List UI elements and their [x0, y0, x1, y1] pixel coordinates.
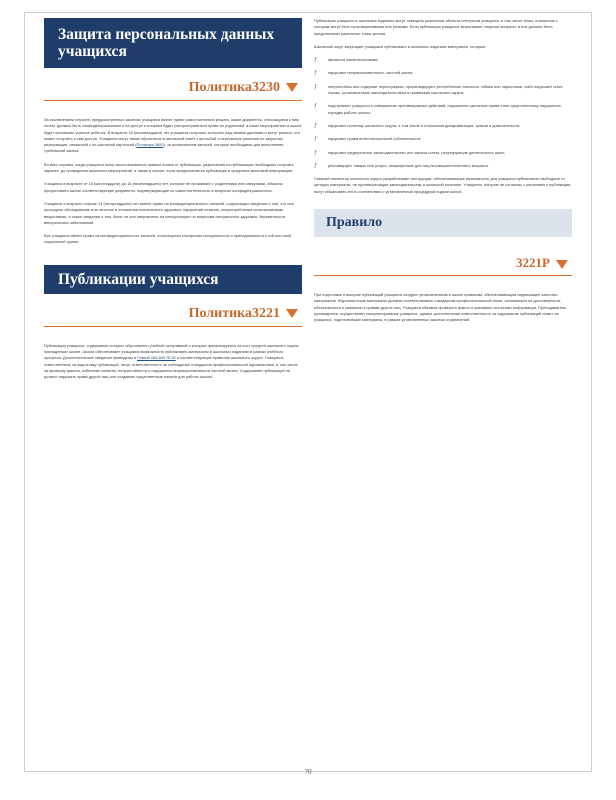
- page-number: 70: [304, 768, 312, 776]
- triangle-down-icon: [286, 309, 298, 318]
- rule-code-label: 3221P: [516, 255, 550, 271]
- paragraph: [44, 343, 302, 381]
- list-item: [314, 163, 572, 169]
- paragraph: [44, 117, 302, 155]
- bullet-icon: ƒ: [314, 149, 317, 156]
- bullet-icon: ƒ: [314, 136, 317, 143]
- list-item: [314, 57, 572, 63]
- bullet-icon: ƒ: [314, 57, 317, 64]
- paragraph: Школьный округ запрещает учащимся публиковать в школьных изданиях материалы, которые:: [314, 43, 487, 49]
- rule-code-3221p: [314, 255, 572, 271]
- rcw-link[interactable]: Главой 28A.600 RCW: [137, 355, 176, 361]
- list-item-text: непристойны или содержат порнографию, пропагандируют употребление алкоголя, табака или наркотиков, либо нарушают иные нормы, установленные законодательством и правилами школьного округа;: [328, 83, 563, 96]
- divider: [44, 100, 302, 101]
- divider: [44, 326, 302, 327]
- paragraph-text: ), за исключением записей, которые необходимы для выполнения требований закона.: [44, 142, 284, 154]
- section-title-publications: Публикации учащихся: [44, 265, 302, 294]
- triangle-down-icon: [556, 260, 568, 269]
- bullet-icon: ƒ: [314, 122, 317, 129]
- list-item: [314, 70, 572, 76]
- list-item: [314, 84, 572, 97]
- list-item: [314, 150, 572, 156]
- list-item-text: нарушают политику школьного округа, в том числе в отношении дискриминации, травли и домогательств;: [328, 122, 520, 128]
- divider: [314, 275, 572, 276]
- bullet-icon: ƒ: [314, 70, 317, 77]
- rule-heading: Правило: [314, 209, 572, 237]
- list-item: [314, 123, 572, 129]
- policy-3600-link[interactable]: Политика 3600: [136, 142, 164, 148]
- paragraph-text: и соответствующих правилах школьного округа. Учащиеся, ответственные за подготовку публикаций, несут ответственность за соблюдение стандартов профессиональной журналистики, в том числе за проверку фактов, избегание клеветы, непристойности и нарушения неприкосновенности частной жизни. Содержание публикаций не должно нарушать права других лиц или создавать существенные помехи для работы школы.: [44, 355, 298, 380]
- paragraph: Во всех случаях, когда учащиеся могут воспользоваться правом отказа от публикации, разрешения на публикацию необходимо получать заранее, до проведения школьных мероприятий, а также в случае, если предполагается публикация в средствах массовой информации.: [44, 161, 294, 174]
- paragraph-text: Публикации учащихся, содержание которых обусловлено учебной программой и которые финансируются за счет средств школьного округа, принадлежат школе. Школа обеспечивает учащимся возможность публиковать материалы в школьных изданиях в рамках учебного процесса. Дополнительные сведения приведены в: [44, 342, 300, 361]
- bullet-icon: ƒ: [314, 103, 317, 110]
- paragraph: Учащиеся в возрасте от 16 (шестнадцати) до 18 (восемнадцати) лет, которые не проживают с родителями или опекунами, обязаны предоставить школе соответствующие документы, подтверждающие их самостоятельность в вопросах конфиденциальности.: [44, 181, 283, 193]
- list-item-text: нарушают неприкосновенность частной жизни;: [328, 70, 414, 76]
- paragraph-text: За исключением случаев, предусмотренных законом, учащиеся имеют право самостоятельно решать, какие документы, относящиеся к ним лично, должны быть конфиденциальными и на доступ к которым будет распространяться право их родителей, в каких мероприятиях в школе будет принимать участие ребенок. В возрасте 18 (восемнадцати) лет учащиеся получают контроль над своими данными и могут решать, кто может получить к ним доступ. Учащиеся могут также обратиться в школьный совет с просьбой о пересмотре решения по закрытию информации, связанной с их школьной карточкой (: [44, 117, 302, 148]
- list-item: [314, 103, 572, 116]
- bullet-icon: ƒ: [314, 83, 317, 90]
- policy-number-3221: [44, 306, 302, 322]
- section-title-privacy: Защита персональных данных учащихся: [44, 18, 302, 68]
- policy-label: Политика3230: [188, 80, 280, 95]
- list-item-text: являются клеветническими;: [328, 57, 379, 63]
- policy-number-3230: [44, 80, 302, 96]
- paragraph: Все учащиеся имеют право на конфиденциальность записей, относящихся к вопросам сексуальности и принадлежности к той или иной социальной группе.: [44, 233, 292, 245]
- list-item-text: подстрекают учащихся к совершению противоправных действий, нарушению школьных правил или существенному нарушению порядка работы школы;: [328, 103, 561, 115]
- paragraph: Главный инспектор школьного округа разрабатывает инструкции, обеспечивающие возможность для учащихся публиковать свободные от цензуры материалы, не противоречащие законодательству и школьной политике. Учащиеся, которые не согласны с решением о публикации, могут обжаловать его в соответствии с установленной процедурой подачи жалоб.: [314, 176, 572, 194]
- list-item: [314, 136, 572, 142]
- paragraph: Учащиеся в возрасте старше 14 (четырнадцати) лет имеют право на конфиденциальность записей, содержащих сведения о том, что они проходили обследование или лечение в отношении психического здоровья, нарушений питания, злоупотребления психоактивными веществами, а также сведения о том, были ли они направлены на консультацию по вопросам сексуального здоровья, беременности, венерических заболеваний.: [44, 200, 294, 225]
- prohibited-list: [314, 57, 572, 169]
- list-item-text: нарушают федеральное законодательство или законы штата, регулирующие деятельность школ;: [328, 149, 506, 155]
- paragraph: При подготовке и выпуске публикаций учащиеся следуют установленным в школе правилам, обеспечивающим надлежащее качество материалов. Журналистские материалы должны соответствовать стандартам профессиональной этики, основанным на достоверности, объективности и уважении к правам других лиц. Учащиеся обязаны проверять факты и указывать источники информации. Преподаватель-руководитель осуществляет консультирование учащихся, однако окончательная ответственность за содержание публикаций лежит на учащихся, подготовивших материалы, в рамках установленных законом ограничений.: [314, 292, 568, 323]
- triangle-down-icon: [286, 83, 298, 92]
- bullet-icon: ƒ: [314, 162, 317, 169]
- paragraph: Публикации учащихся в школьных изданиях могут освещать различные области интересов учащихся, в том числе темы, отношения к которым могут быть противоречивыми или резкими. Если публикации учащихся затрагивают спорные вопросы, в них должны быть представлены различные точки зрения.: [314, 18, 558, 36]
- list-item-text: рекламируют товары или услуги, запрещенные для лиц несовершеннолетнего возраста.: [328, 162, 489, 168]
- policy-label: Политика3221: [188, 305, 280, 321]
- list-item-text: нарушают права интеллектуальной собственности;: [328, 136, 422, 142]
- right-column: [314, 18, 572, 331]
- left-column: [44, 18, 302, 388]
